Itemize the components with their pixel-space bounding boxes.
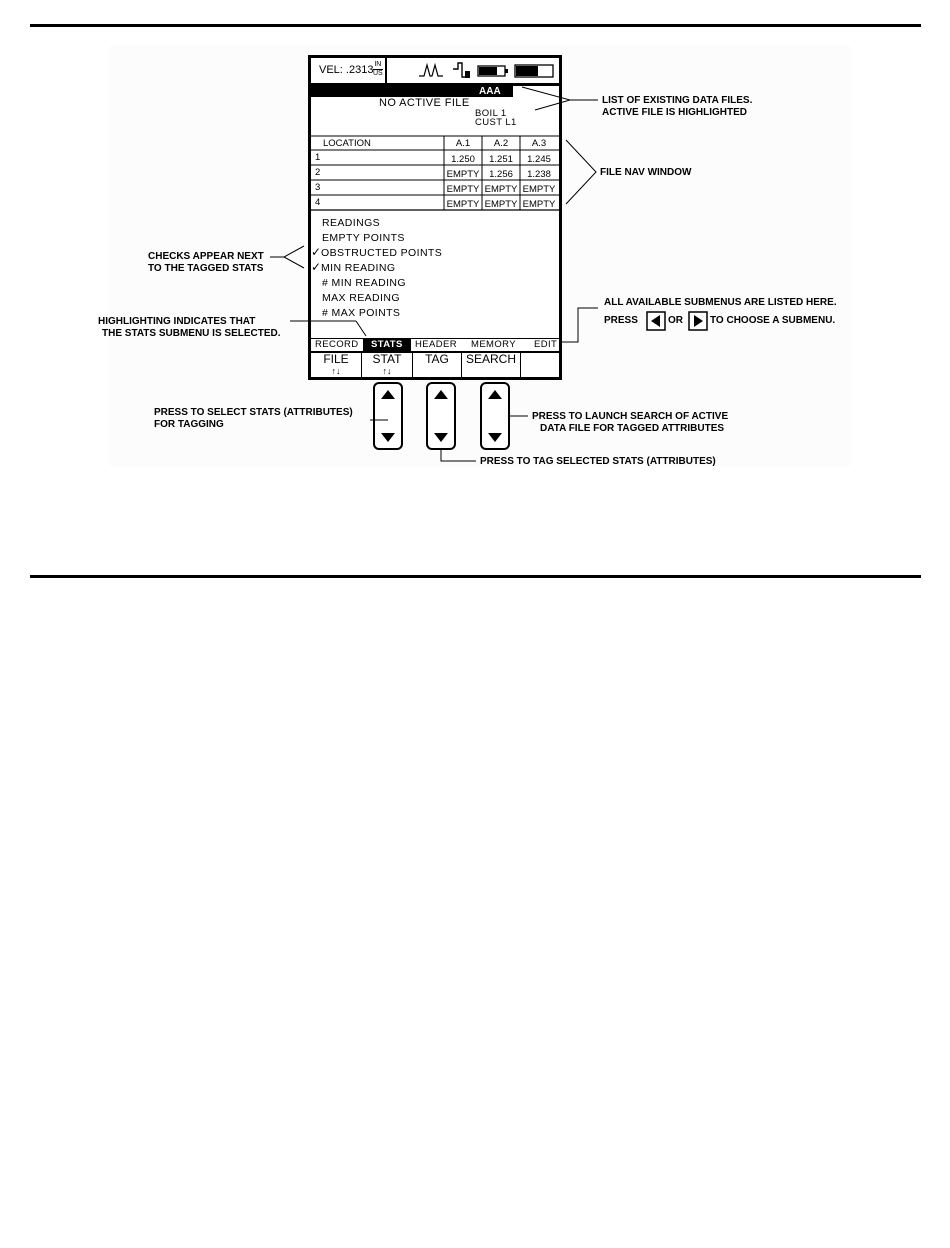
callout-select-stats	[154, 407, 353, 431]
softkey-tag-label: TAG	[425, 352, 449, 366]
callout-checks-line1: CHECKS APPEAR NEXT	[148, 251, 264, 262]
callout-file-list-line1: LIST OF EXISTING DATA FILES.	[602, 95, 753, 106]
submenu-memory[interactable]: MEMORY	[471, 339, 516, 350]
callout-checks	[148, 251, 264, 275]
table-row-1-location[interactable]: 1	[315, 152, 321, 163]
table-header-a1: A.1	[455, 138, 471, 149]
stat-item-num-max-points[interactable]: # MAX POINTS	[322, 307, 401, 319]
table-row-4-a2[interactable]: EMPTY	[484, 199, 518, 210]
velocity-unit-bottom: US	[373, 70, 383, 77]
callout-select-stats-line1: PRESS TO SELECT STATS (ATTRIBUTES)	[154, 407, 353, 418]
callout-highlighting	[98, 316, 281, 340]
left-arrow-key-icon	[646, 311, 666, 331]
stat-check-obstructed: ✓	[311, 245, 322, 259]
softkey-stat-arrows: ↑↓	[382, 366, 392, 376]
active-file-name: AAA	[479, 86, 501, 97]
table-row-3-a3[interactable]: EMPTY	[522, 184, 556, 195]
callout-submenus	[604, 297, 837, 331]
stat-item-min-reading[interactable]: MIN READING	[321, 262, 396, 274]
table-row-4-location[interactable]: 4	[315, 197, 321, 208]
velocity-unit-top: IN	[374, 61, 382, 68]
callout-search	[532, 411, 728, 435]
file-item-boil-1[interactable]: BOIL 1	[475, 108, 507, 119]
callout-submenus-press: PRESS	[604, 315, 638, 326]
callout-checks-line2: TO THE TAGGED STATS	[148, 263, 264, 274]
callout-tag: PRESS TO TAG SELECTED STATS (ATTRIBUTES)	[480, 456, 716, 467]
callout-submenus-choose: TO CHOOSE A SUBMENU.	[710, 315, 836, 326]
softkey-file-arrows: ↑↓	[331, 366, 341, 376]
table-row-4-a1[interactable]: EMPTY	[446, 199, 480, 210]
leader-lines	[0, 0, 950, 480]
softkey-search-label: SEARCH	[465, 352, 516, 366]
softkey-stat-label: STAT	[372, 352, 402, 366]
callout-highlighting-line2: THE STATS SUBMENU IS SELECTED.	[102, 328, 281, 339]
table-row-4-a3[interactable]: EMPTY	[522, 199, 556, 210]
table-row-1-a3[interactable]: 1.245	[527, 154, 551, 165]
callout-file-list	[602, 95, 752, 119]
velocity-readout: VEL: .2313	[319, 64, 374, 76]
callout-file-list-line2: ACTIVE FILE IS HIGHLIGHTED	[602, 107, 748, 118]
table-row-3-a1[interactable]: EMPTY	[446, 184, 480, 195]
file-item-no-active[interactable]: NO ACTIVE FILE	[379, 97, 470, 109]
file-item-cust-l1[interactable]: CUST L1	[475, 117, 517, 128]
table-row-2-a1[interactable]: EMPTY	[446, 169, 480, 180]
stat-item-empty-points[interactable]: EMPTY POINTS	[322, 232, 405, 244]
stat-item-max-reading[interactable]: MAX READING	[322, 292, 400, 304]
submenu-header[interactable]: HEADER	[415, 339, 457, 350]
table-header-location: LOCATION	[323, 138, 371, 149]
table-row-1-a2[interactable]: 1.251	[489, 154, 513, 165]
stat-item-num-min-reading[interactable]: # MIN READING	[322, 277, 406, 289]
table-row-2-a2[interactable]: 1.256	[489, 169, 513, 180]
submenu-edit[interactable]: EDIT	[534, 339, 558, 350]
table-header-a3: A.3	[531, 138, 547, 149]
bottom-rule	[30, 575, 921, 578]
callout-submenus-or: OR	[668, 315, 683, 326]
submenu-stats: STATS	[371, 339, 403, 350]
callout-select-stats-line2: FOR TAGGING	[154, 419, 224, 430]
table-row-3-a2[interactable]: EMPTY	[484, 184, 518, 195]
callout-highlighting-line1: HIGHLIGHTING INDICATES THAT	[98, 316, 256, 327]
table-row-2-a3[interactable]: 1.238	[527, 169, 551, 180]
softkey-file-label: FILE	[323, 352, 349, 366]
right-arrow-key-icon	[688, 311, 708, 331]
table-header-a2: A.2	[493, 138, 509, 149]
callout-search-line1: PRESS TO LAUNCH SEARCH OF ACTIVE	[532, 411, 729, 422]
callout-file-nav: FILE NAV WINDOW	[600, 167, 692, 178]
submenu-record[interactable]: RECORD	[315, 339, 359, 350]
callout-submenus-line2	[604, 311, 837, 331]
table-row-3-location[interactable]: 3	[315, 182, 321, 193]
stat-check-min-reading: ✓	[311, 260, 322, 274]
callout-search-line2: DATA FILE FOR TAGGED ATTRIBUTES	[540, 423, 725, 434]
table-row-1-a1[interactable]: 1.250	[451, 154, 475, 165]
stat-item-obstructed-points[interactable]: OBSTRUCTED POINTS	[321, 247, 443, 259]
table-row-2-location[interactable]: 2	[315, 167, 321, 178]
callout-submenus-line1: ALL AVAILABLE SUBMENUS ARE LISTED HERE.	[604, 297, 837, 308]
stat-item-readings[interactable]: READINGS	[322, 217, 381, 229]
